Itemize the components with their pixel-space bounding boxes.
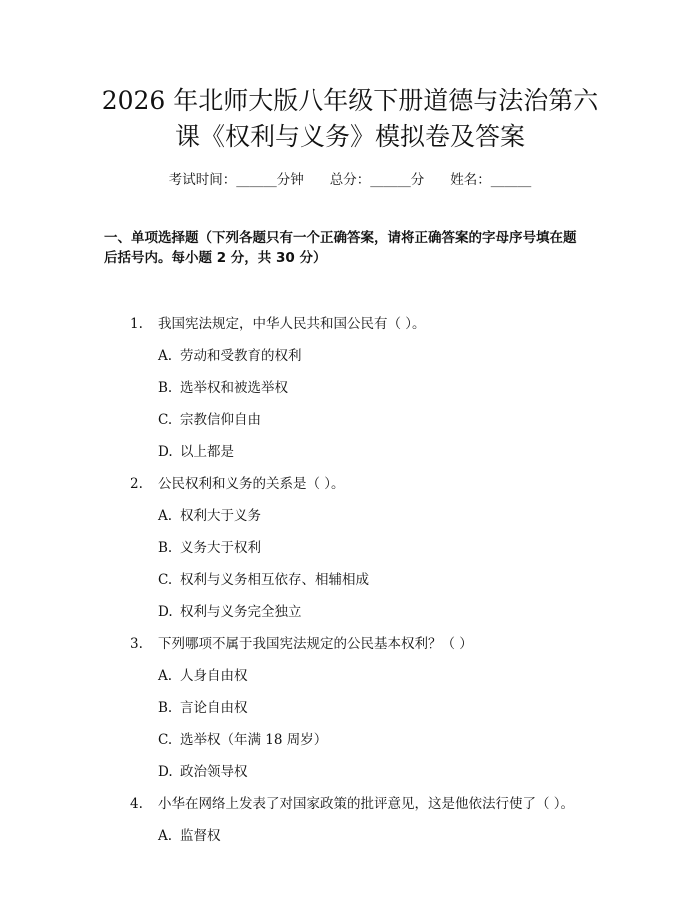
- section-heading-line1: 一、单项选择题（下列各题只有一个正确答案，请将正确答案的字母序号填在题: [104, 230, 577, 246]
- question-4-option-a: [158, 824, 221, 844]
- option-letter: C.: [158, 412, 173, 428]
- option-letter: C.: [158, 572, 173, 588]
- option-letter: D.: [158, 604, 173, 620]
- total-score-field: 总分：______分: [329, 172, 425, 188]
- section-heading-line2: 后括号内。每小题 2 分，共 30 分）: [104, 250, 327, 266]
- student-name-field: 姓名：______: [450, 172, 532, 188]
- option-text: 权利大于义务: [180, 508, 261, 524]
- option-letter: B.: [158, 700, 173, 716]
- question-1-option-b: [158, 376, 288, 396]
- option-letter: A.: [158, 348, 173, 364]
- question-4: [130, 792, 574, 812]
- question-number: 2.: [130, 476, 143, 492]
- exam-title-line2: 课《权利与义务》模拟卷及答案: [174, 122, 525, 151]
- option-text: 选举权（年满 18 周岁）: [180, 732, 328, 748]
- question-2-option-d: [158, 600, 302, 620]
- option-text: 劳动和受教育的权利: [180, 348, 302, 364]
- option-text: 义务大于权利: [180, 540, 261, 556]
- option-letter: D.: [158, 764, 173, 780]
- option-letter: A.: [158, 668, 173, 684]
- question-1: [130, 312, 426, 332]
- question-text: 公民权利和义务的关系是（ ）。: [158, 476, 345, 492]
- option-letter: C.: [158, 732, 173, 748]
- option-letter: D.: [158, 444, 173, 460]
- option-text: 人身自由权: [180, 668, 248, 684]
- option-letter: B.: [158, 380, 173, 396]
- question-3-option-d: [158, 760, 248, 780]
- question-text: 我国宪法规定，中华人民共和国公民有（ ）。: [158, 316, 426, 332]
- question-number: 1.: [130, 316, 143, 332]
- question-2-option-c: [158, 568, 369, 588]
- exam-title-line1: 2026 年北师大版八年级下册道德与法治第六: [101, 86, 599, 115]
- exam-meta-row: [0, 168, 700, 188]
- question-2: [130, 472, 345, 492]
- question-number: 3.: [130, 636, 143, 652]
- question-3-option-a: [158, 664, 248, 684]
- question-number: 4.: [130, 796, 143, 812]
- option-letter: B.: [158, 540, 173, 556]
- option-text: 言论自由权: [180, 700, 248, 716]
- question-1-option-a: [158, 344, 302, 364]
- question-1-option-c: [158, 408, 261, 428]
- option-text: 选举权和被选举权: [180, 380, 288, 396]
- exam-time-field: 考试时间：______分钟: [168, 172, 304, 188]
- option-text: 监督权: [180, 828, 221, 844]
- question-3-option-b: [158, 696, 248, 716]
- question-3: [130, 632, 473, 652]
- question-1-option-d: [158, 440, 234, 460]
- option-letter: A.: [158, 828, 173, 844]
- question-3-option-c: [158, 728, 327, 748]
- option-text: 宗教信仰自由: [180, 412, 261, 428]
- option-text: 权利与义务相互依存、相辅相成: [180, 572, 369, 588]
- option-text: 政治领导权: [180, 764, 248, 780]
- option-letter: A.: [158, 508, 173, 524]
- question-text: 下列哪项不属于我国宪法规定的公民基本权利？（ ）: [158, 636, 473, 652]
- question-text: 小华在网络上发表了对国家政策的批评意见，这是他依法行使了（ ）。: [158, 796, 575, 812]
- question-2-option-a: [158, 504, 261, 524]
- option-text: 权利与义务完全独立: [180, 604, 302, 620]
- question-2-option-b: [158, 536, 261, 556]
- option-text: 以上都是: [180, 444, 234, 460]
